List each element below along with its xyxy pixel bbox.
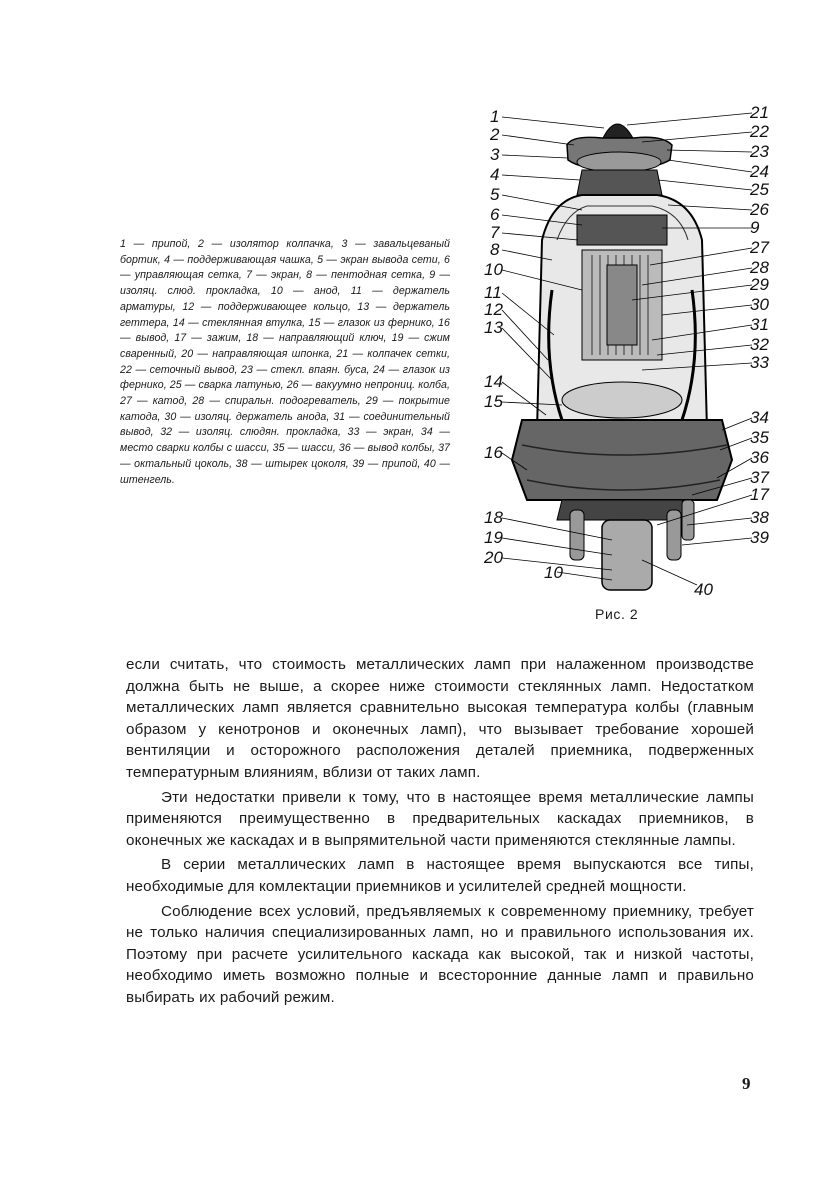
callout-label: 37 <box>750 468 769 487</box>
callout-label: 25 <box>750 180 769 199</box>
callout-label: 26 <box>750 200 769 219</box>
callout-label: 6 <box>490 205 500 224</box>
callout-label: 32 <box>750 335 769 354</box>
callout-label: 34 <box>750 408 769 427</box>
callout-label: 24 <box>750 162 769 181</box>
callout-label: 2 <box>490 125 500 144</box>
paragraph: Соблюдение всех условий, предъявляемых к современному приемнику, требует не только наличия специализированных ламп, но и правильного использования их. Поэтому при расчете усилительного каскада как высокой, так и низкой частоты, необходимо иметь возможно полные и всесторонние данные ламп и правильно выбирать их рабочий режим. <box>126 902 754 1006</box>
callout-label: 19 <box>484 528 503 547</box>
callout-label: 17 <box>750 485 769 504</box>
page-number: 9 <box>742 1074 751 1093</box>
callout-label: 11 <box>484 283 502 302</box>
callout-label: 10 <box>544 563 563 582</box>
callout-label: 7 <box>490 223 500 242</box>
callout-label: 15 <box>484 392 503 411</box>
callout-label: 14 <box>484 372 503 391</box>
callout-label: 5 <box>490 185 500 204</box>
vacuum-tube-illustration <box>482 100 782 612</box>
callout-label: 30 <box>750 295 769 314</box>
callout-label: 23 <box>750 142 769 161</box>
callout-label: 39 <box>750 528 769 547</box>
callout-label: 10 <box>484 260 503 279</box>
callout-label: 3 <box>490 145 500 164</box>
callout-label: 1 <box>490 107 500 126</box>
figure-legend: 1 — припой, 2 — изолятор колпачка, 3 — завальцеваный бортик, 4 — поддерживающая чашка, 5 — экран вывода сети, 6 — управляющая сетка, 7 — экран, 8 — пентодная сетка, 9 — изоляц. слюд. прокладка, 10 — анод, 11 — держатель арматуры, 12 — поддерживающее кольцо, 13 — держатель геттера, 14 — стеклянная втулка, 15 — глазок из фернико, 16 — вывод, 17 — зажим, 18 — направляющий ключ, 19 — сжим сваренный, 20 — направляющая шпонка, 21 — колпачек сетки, 22 — сеточный вывод, 23 — стекл. впаян. буса, 24 — глазок из фернико, 25 — сварка латунью, 26 — вакуумно непрониц. колба, 27 — катод, 28 — спиральн. подогреватель, 29 — покрытие катода, 30 — изоляц. держатель анода, 31 — соединительный вывод, 32 — изоляц. слюдян. прокладка, 33 — экран, 34 — место сварки колбы с шасси, 35 — шасси, 36 — вывод колбы, 37 — октальный цоколь, 38 — штырек цоколя, 39 — припой, 40 — штенгель. <box>120 238 450 486</box>
callout-label: 9 <box>750 218 760 237</box>
figure-caption: Рис. 2 <box>595 606 639 622</box>
callout-label: 16 <box>484 443 503 462</box>
callout-label: 35 <box>750 428 769 447</box>
callout-label: 38 <box>750 508 769 527</box>
callout-label: 27 <box>750 238 769 257</box>
callout-label: 13 <box>484 318 503 337</box>
callout-label: 8 <box>490 240 500 259</box>
callout-label: 4 <box>490 165 500 184</box>
callout-label: 20 <box>484 548 503 567</box>
callout-label: 36 <box>750 448 769 467</box>
callout-label: 28 <box>750 258 769 277</box>
callout-label: 22 <box>750 122 769 141</box>
paragraph: если считать, что стоимость металлических ламп при налаженном производстве должна быть не выше, а скорее ниже стоимости стеклянных ламп. Недостатком металлических ламп является сравнительно высокая температура колбы (главным образом у кенотронов и оконечных ламп), что вызывает требование хорошей вентиляции и осторожного расположения деталей приемника, подверженных температурным влияниям, вблизи от таких ламп. <box>126 656 754 781</box>
paragraph: В серии металлических ламп в настоящее время выпускаются все типы, необходимые для комлектации приемников и усилителей средней мощности. <box>126 856 754 895</box>
callout-label: 40 <box>694 580 713 599</box>
callout-label: 31 <box>750 315 769 334</box>
callout-label: 33 <box>750 353 769 372</box>
callout-label: 18 <box>484 508 503 527</box>
callout-label: 12 <box>484 300 503 319</box>
callout-label: 21 <box>750 103 769 122</box>
paragraph: Эти недостатки привели к тому, что в настоящее время металлические лампы применяются преимущественно в предварительных каскадах приемников, в оконечных же каскадах и в выпрямительной части применяются стеклянные лампы. <box>126 788 754 849</box>
body-text <box>126 654 754 1009</box>
callout-label: 29 <box>750 275 769 294</box>
